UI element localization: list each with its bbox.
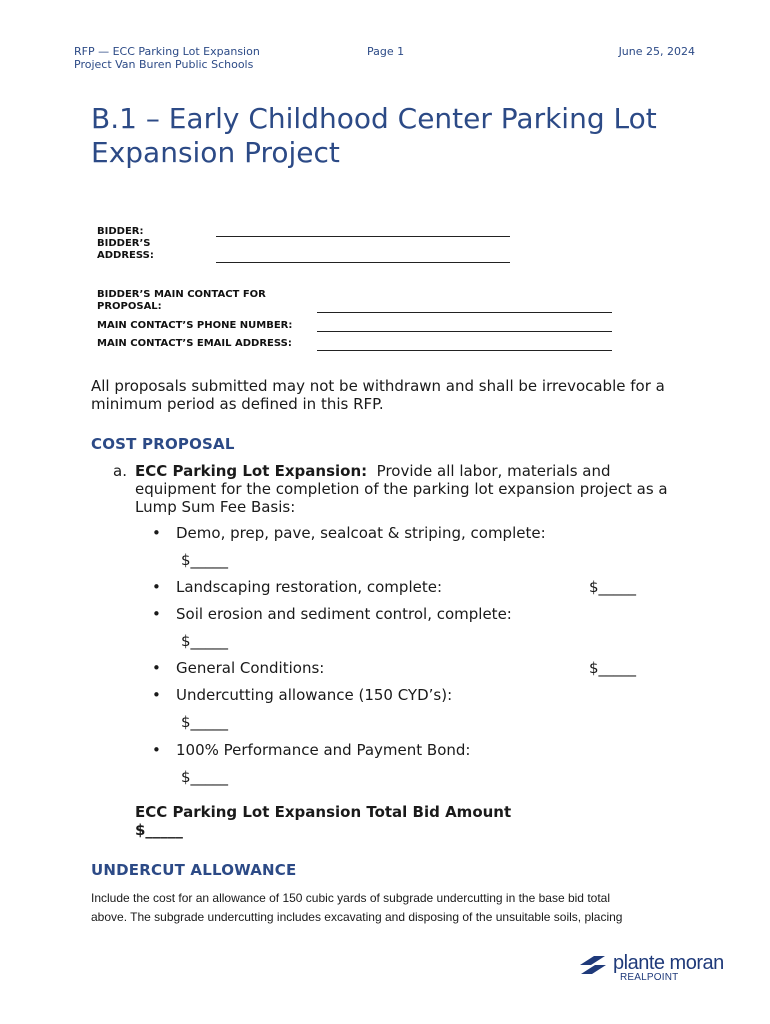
bidder-address-label	[97, 238, 154, 262]
main-contact-label-line2: PROPOSAL:	[97, 301, 162, 312]
undercut-text-line2: above. The subgrade undercutting includes excavating and disposing of the unsuitable soils, placing	[91, 910, 623, 924]
line-item-amount[interactable]: $_____	[589, 659, 637, 677]
bidder-label: BIDDER:	[97, 226, 144, 237]
phone-label: MAIN CONTACT’S PHONE NUMBER:	[97, 320, 293, 331]
header-project-info	[74, 45, 260, 71]
phone-field[interactable]	[317, 331, 612, 332]
main-contact-field[interactable]	[317, 312, 612, 313]
undercut-allowance-text	[91, 889, 681, 927]
irrevocable-notice: All proposals submitted may not be withdrawn and shall be irrevocable for a minimum period as defined in this RFP.	[91, 377, 665, 413]
line-item-amount[interactable]: $_____	[181, 768, 229, 786]
logo-wordmark: plante moran	[613, 952, 724, 974]
bidder-field[interactable]	[216, 236, 510, 237]
total-bid-amount[interactable]: $_____	[135, 821, 183, 839]
total-bid	[135, 803, 511, 839]
plante-moran-logo	[578, 950, 738, 990]
header-rfp-title: RFP — ECC Parking Lot Expansion	[74, 45, 260, 58]
line-item-amount[interactable]: $_____	[589, 578, 637, 596]
email-field[interactable]	[317, 350, 612, 351]
header-page-number: Page 1	[367, 45, 405, 58]
bullet-icon: •	[152, 578, 161, 596]
line-item-label: Soil erosion and sediment control, complete:	[176, 605, 512, 623]
line-item-label: Landscaping restoration, complete:	[176, 578, 443, 596]
bullet-icon: •	[152, 686, 161, 704]
title-line-2: Expansion Project	[91, 136, 340, 169]
line-item-amount[interactable]: $_____	[181, 632, 229, 650]
bidder-address-label-line2: ADDRESS:	[97, 250, 154, 261]
item-a	[113, 462, 683, 516]
bidder-address-label-line1: BIDDER’S	[97, 238, 151, 249]
header-client: Project Van Buren Public Schools	[74, 58, 254, 71]
title-line-1: B.1 – Early Childhood Center Parking Lot	[91, 102, 657, 135]
item-a-marker: a.	[113, 462, 127, 480]
total-bid-label: ECC Parking Lot Expansion Total Bid Amount	[135, 803, 512, 821]
logo-subtitle: REALPOINT	[620, 972, 679, 983]
cost-proposal-heading: COST PROPOSAL	[91, 435, 235, 453]
item-a-title: ECC Parking Lot Expansion:	[135, 462, 368, 480]
line-item-amount[interactable]: $_____	[181, 551, 229, 569]
line-item-amount[interactable]: $_____	[181, 713, 229, 731]
bullet-icon: •	[152, 605, 161, 623]
main-contact-label	[97, 289, 266, 313]
line-item-label: 100% Performance and Payment Bond:	[176, 741, 471, 759]
item-a-description: Provide all labor, materials and equipment for the completion of the parking lot expansion project as a Lump Sum Fee Basis:	[135, 462, 668, 516]
email-label: MAIN CONTACT’S EMAIL ADDRESS:	[97, 338, 292, 349]
undercut-text-line1: Include the cost for an allowance of 150 cubic yards of subgrade undercutting in the base bid total	[91, 891, 610, 905]
bullet-icon: •	[152, 741, 161, 759]
main-contact-label-line1: BIDDER’S MAIN CONTACT FOR	[97, 289, 266, 300]
plante-moran-mark-icon	[578, 953, 608, 977]
bullet-icon: •	[152, 659, 161, 677]
line-item-label: Undercutting allowance (150 CYD’s):	[176, 686, 453, 704]
header-date: June 25, 2024	[618, 45, 695, 58]
bullet-icon: •	[152, 524, 161, 542]
line-item-label: Demo, prep, pave, sealcoat & striping, complete:	[176, 524, 546, 542]
document-title	[91, 102, 691, 170]
line-item-label: General Conditions:	[176, 659, 325, 677]
undercut-allowance-heading: UNDERCUT ALLOWANCE	[91, 861, 297, 879]
bidder-address-field[interactable]	[216, 262, 510, 263]
